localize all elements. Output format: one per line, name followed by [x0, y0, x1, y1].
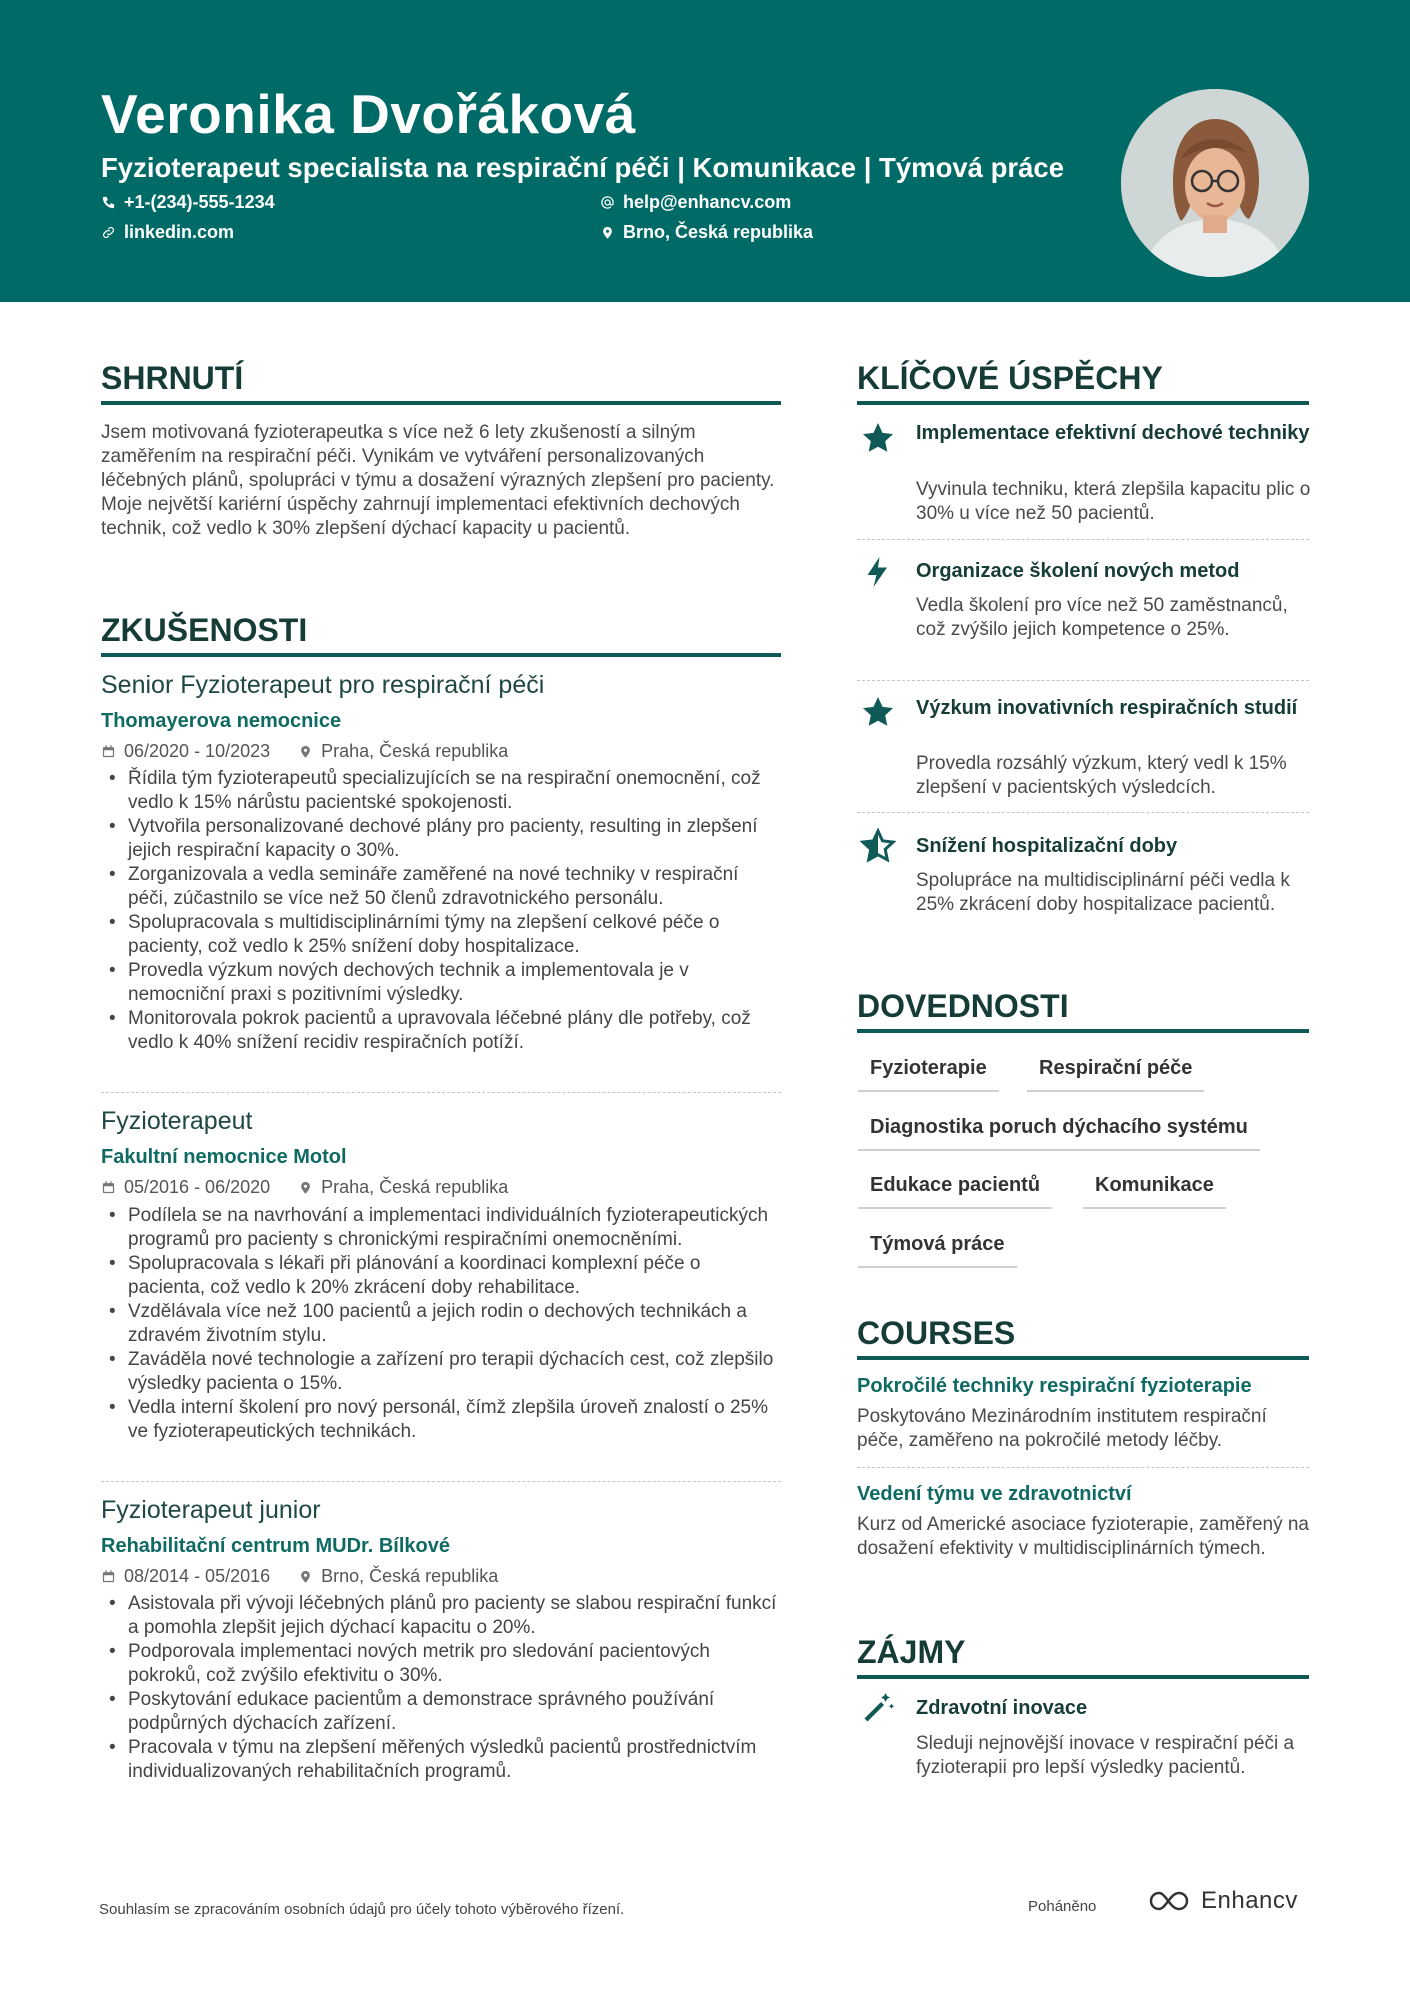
divider	[101, 1481, 781, 1482]
job-title: Senior Fyzioterapeut pro respirační péči	[101, 671, 545, 699]
course-desc: Poskytováno Mezinárodním institutem respirační péče, zaměřeno na pokročilé metody léčby.	[857, 1406, 1267, 1451]
divider	[857, 680, 1309, 681]
calendar-icon	[101, 744, 116, 759]
job-bullet: • Pracovala v týmu na zlepšení měřených výsledků pacientů prostřednictvím individualizovaných rehabilitačních programů.	[101, 1736, 781, 1784]
job-bullet: • Řídila tým fyzioterapeutů specializujících se na respirační onemocnění, což vedlo k 15% nárůstu pacientské spokojenosti.	[101, 767, 781, 815]
divider	[101, 1092, 781, 1093]
job-title: Fyzioterapeut junior	[101, 1496, 321, 1524]
job-bullet: • Spolupracovala s lékaři při plánování a koordinaci komplexní péče o pacienta, což vedlo k 20% zkrácení doby rehabilitace.	[101, 1252, 781, 1300]
interest-title: Zdravotní inovace	[916, 1697, 1088, 1719]
email-text: help@enhancv.com	[623, 192, 792, 212]
job-bullet: • Zorganizovala a vedla semináře zaměřené na nové techniky v respirační péči, zúčastnilo se více než 50 členů zdravotnického personálu.	[101, 863, 781, 911]
contact-phone[interactable]	[101, 192, 275, 213]
company-name: Fakultní nemocnice Motol	[101, 1146, 347, 1168]
job-bullets	[101, 767, 781, 1055]
brand-logo[interactable]	[1147, 1887, 1298, 1915]
course-title: Pokročilé techniky respirační fyzioterapie	[857, 1375, 1252, 1397]
skill-tag: Diagnostika poruch dýchacího systému	[858, 1116, 1260, 1151]
powered-by-label: Poháněno	[1028, 1898, 1097, 1915]
linkedin-text: linkedin.com	[124, 222, 235, 242]
skill-tag: Respirační péče	[1027, 1057, 1204, 1092]
location-text: Brno, Česká republika	[623, 222, 814, 242]
half-star-icon	[860, 828, 896, 864]
achievement-desc: Vedla školení pro více než 50 zaměstnanců, což zvýšilo jejich kompetence o 25%.	[916, 595, 1288, 640]
location-pin-icon	[298, 1180, 313, 1195]
job-meta	[101, 1177, 508, 1198]
job-bullet: • Vytvořila personalizované dechové plány pro pacienty, resulting in zlepšení jejich respirační kapacity o 30%.	[101, 815, 781, 863]
interests-section-title: ZÁJMY	[857, 1634, 1309, 1679]
achievement-title: Organizace školení nových metod	[916, 560, 1240, 582]
job-title: Fyzioterapeut	[101, 1107, 253, 1135]
job-dates: 06/2020 - 10/2023	[124, 741, 271, 761]
phone-text: +1-(234)-555-1234	[124, 192, 275, 212]
skill-tag: Edukace pacientů	[858, 1174, 1052, 1209]
job-dates: 05/2016 - 06/2020	[124, 1177, 271, 1197]
job-bullet: • Vedla interní školení pro nový personál, čímž zlepšila úroveň znalostí o 25% ve fyzioterapeutických technikách.	[101, 1396, 781, 1444]
job-location: Praha, Česká republika	[321, 741, 509, 761]
job-bullet: • Poskytování edukace pacientům a demonstrace správného používání podpůrných dýchacích zařízení.	[101, 1688, 781, 1736]
location-pin-icon	[600, 225, 615, 240]
job-location: Brno, Česká republika	[321, 1566, 499, 1586]
course-desc: Kurz od Americké asociace fyzioterapie, zaměřený na dosažení efektivity v multidisciplinárních týmech.	[857, 1514, 1309, 1559]
job-dates: 08/2014 - 05/2016	[124, 1566, 271, 1586]
calendar-icon	[101, 1569, 116, 1584]
summary-section-title: SHRNUTÍ	[101, 360, 781, 405]
candidate-headline: Fyzioterapeut specialista na respirační péči | Komunikace | Týmová práce	[101, 152, 1064, 183]
job-meta	[101, 741, 508, 762]
divider	[857, 812, 1309, 813]
job-bullet: • Spolupracovala s multidisciplinárními týmy na zlepšení celkové péče o pacienty, což vedlo k 25% snížení doby hospitalizace.	[101, 911, 781, 959]
job-location: Praha, Česká republika	[321, 1177, 509, 1197]
job-bullet: • Vzdělávala více než 100 pacientů a jejich rodin o dechových technikách a zdravém životním stylu.	[101, 1300, 781, 1348]
star-icon	[860, 694, 896, 730]
summary-text: Jsem motivovaná fyzioterapeutka s více než 6 lety zkušeností a silným zaměřením na respirační péči. Vynikám ve vytváření personalizovaných léčebných plánů, spolupráci v týmu a dosažení výrazných zlepšení pro pacienty. Moje největší kariérní úspěchy zahrnují implementaci efektivních dechových technik, což vedlo k 30% zlepšení dýchací kapacity u pacientů.	[101, 422, 775, 539]
courses-section-title: COURSES	[857, 1315, 1309, 1360]
header-banner	[0, 0, 1410, 302]
divider	[857, 539, 1309, 540]
interest-desc: Sleduji nejnovější inovace v respirační péči a fyzioterapii pro lepší výsledky pacientů.	[916, 1733, 1295, 1778]
achievements-section-title: KLÍČOVÉ ÚSPĚCHY	[857, 360, 1309, 405]
consent-note: Souhlasím se zpracováním osobních údajů pro účely tohoto výběrového řízení.	[99, 1901, 625, 1918]
skill-tag: Týmová práce	[858, 1233, 1017, 1268]
achievement-desc: Spolupráce na multidisciplinární péči vedla k 25% zkrácení doby hospitalizace pacientů.	[916, 870, 1290, 915]
calendar-icon	[101, 1180, 116, 1195]
job-bullet: • Provedla výzkum nových dechových technik a implementovala je v nemocniční praxi s pozitivními výsledky.	[101, 959, 781, 1007]
contact-location	[600, 222, 813, 243]
job-bullet: • Asistovala při vývoji léčebných plánů pro pacienty se slabou respirační funkcí a pomohla zlepšit jejich dýchací kapacitu o 20%.	[101, 1592, 781, 1640]
star-icon	[860, 420, 896, 456]
job-bullet: • Podílela se na navrhování a implementaci individuálních fyzioterapeutických programů pro pacienty s chronickými respiračními onemocněními.	[101, 1204, 781, 1252]
candidate-name: Veronika Dvořáková	[101, 83, 636, 145]
achievement-desc: Provedla rozsáhlý výzkum, který vedl k 15% zlepšení v pacientských výsledcích.	[916, 753, 1287, 798]
at-icon	[600, 195, 615, 210]
skill-tag: Komunikace	[1083, 1174, 1226, 1209]
job-bullets	[101, 1204, 781, 1444]
skill-tag: Fyzioterapie	[858, 1057, 999, 1092]
location-pin-icon	[298, 1569, 313, 1584]
magic-wand-icon	[860, 1690, 896, 1726]
skills-section-title: DOVEDNOSTI	[857, 988, 1309, 1033]
job-bullet: • Zaváděla nové technologie a zařízení pro terapii dýchacích cest, což zlepšilo výsledky pacienta o 15%.	[101, 1348, 781, 1396]
job-bullet: • Podporovala implementaci nových metrik pro sledování pacientových pokroků, což zvýšilo efektivitu o 30%.	[101, 1640, 781, 1688]
company-name: Thomayerova nemocnice	[101, 710, 342, 732]
job-meta	[101, 1566, 498, 1587]
lightning-icon	[860, 554, 896, 590]
job-bullets	[101, 1592, 781, 1784]
contact-email[interactable]	[600, 192, 791, 213]
achievement-title: Implementace efektivní dechové techniky	[916, 422, 1310, 444]
phone-icon	[101, 195, 116, 210]
course-title: Vedení týmu ve zdravotnictví	[857, 1483, 1132, 1505]
divider	[857, 1467, 1309, 1468]
company-name: Rehabilitační centrum MUDr. Bílkové	[101, 1535, 450, 1557]
contact-linkedin[interactable]	[101, 222, 234, 243]
brand-name: Enhancv	[1201, 1887, 1298, 1914]
job-bullet: • Monitorovala pokrok pacientů a upravovala léčebné plány dle potřeby, což vedlo k 40% snížení recidiv respiračních potíží.	[101, 1007, 781, 1055]
enhancv-logo-icon	[1147, 1889, 1193, 1913]
location-pin-icon	[298, 744, 313, 759]
achievement-title: Výzkum inovativních respiračních studií	[916, 697, 1298, 719]
link-icon	[101, 225, 116, 240]
achievement-desc: Vyvinula techniku, která zlepšila kapacitu plic o 30% u více než 50 pacientů.	[916, 479, 1311, 524]
achievement-title: Snížení hospitalizační doby	[916, 835, 1178, 857]
profile-photo	[1121, 89, 1309, 277]
experience-section-title: ZKUŠENOSTI	[101, 612, 781, 657]
